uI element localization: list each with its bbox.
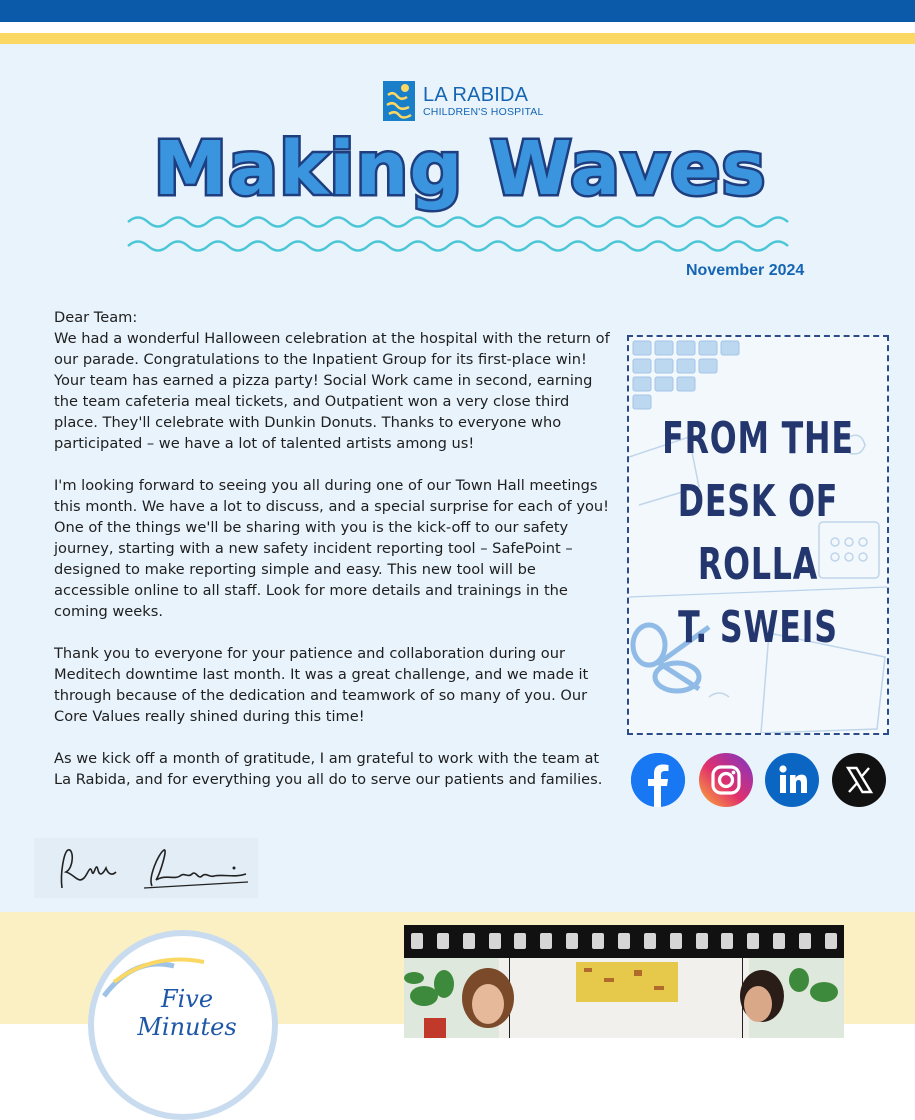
- desk-line-4: T. SWEIS: [678, 602, 838, 653]
- letter-paragraph-1: We had a wonderful Halloween celebration at the hospital with the return of our parade. Congratulations to the Inpatient Group for its first-place win! Your team has earned a pizza party! Social Work came in second, earning the team cafeteria meal tickets, and Outpatient won a very close third place. They'll celebrate with Dunkin Donuts. Thanks to everyone who participated – we have a lot of talented artists among us!: [54, 330, 610, 452]
- signature: [34, 838, 258, 898]
- issue-date: November 2024: [686, 262, 805, 279]
- wave-line-1: [128, 218, 788, 227]
- video-filmstrip[interactable]: [404, 925, 844, 1035]
- top-yellow-bar: [0, 33, 915, 44]
- video-thumbnail[interactable]: [404, 958, 844, 1038]
- masthead-title: [120, 122, 800, 262]
- letter-body: [54, 307, 614, 811]
- five-minutes-title: Five Minutes: [137, 985, 237, 1041]
- logo-line1: LA RABIDA: [423, 83, 529, 106]
- masthead-title-text: Making Waves: [153, 126, 767, 212]
- instagram-icon[interactable]: [699, 753, 753, 807]
- signature-scribble-icon: [34, 838, 258, 898]
- letter-paragraph-4: As we kick off a month of gratitude, I am grateful to work with the team at La Rabida, and for everything you all do to serve our patients and families.: [54, 750, 603, 788]
- top-blue-bar: [0, 0, 915, 22]
- desk-line-1: FROM THE: [662, 413, 854, 464]
- letter-greeting: Dear Team:: [54, 309, 138, 326]
- letter-paragraph-2: I'm looking forward to seeing you all during one of our Town Hall meetings this month. We have a lot to discuss, and a special surprise for each of you! One of the things we'll be sharing with you is the kick-off to our safety journey, starting with a new safety incident reporting tool – SafePoint – designed to make reporting simple and easy. This new tool will be accessible online to all staff. Look for more details and trainings in the coming weeks.: [54, 477, 609, 620]
- letter-paragraph-3: Thank you to everyone for your patience and collaboration during our Meditech downtime last month. It was a great challenge, and we made it through because of the dedication and teamwork of so many of you. Our Core Values really shined during this time!: [54, 645, 589, 725]
- logo-mark-icon: [383, 81, 415, 121]
- linkedin-icon[interactable]: [765, 753, 819, 807]
- wave-line-2: [128, 242, 788, 251]
- hospital-logo[interactable]: [383, 80, 544, 122]
- logo-text: [423, 85, 544, 118]
- facebook-icon[interactable]: [631, 753, 685, 807]
- video-thumbnail-illustration: [404, 958, 844, 1038]
- desk-line-2: DESK OF: [677, 476, 839, 527]
- desk-title: [655, 407, 861, 659]
- x-icon[interactable]: [832, 753, 886, 807]
- desk-line-3: ROLLA: [697, 539, 819, 590]
- logo-line2: CHILDREN'S HOSPITAL: [423, 105, 544, 118]
- film-holes: [404, 933, 844, 951]
- from-the-desk-panel: [627, 335, 889, 735]
